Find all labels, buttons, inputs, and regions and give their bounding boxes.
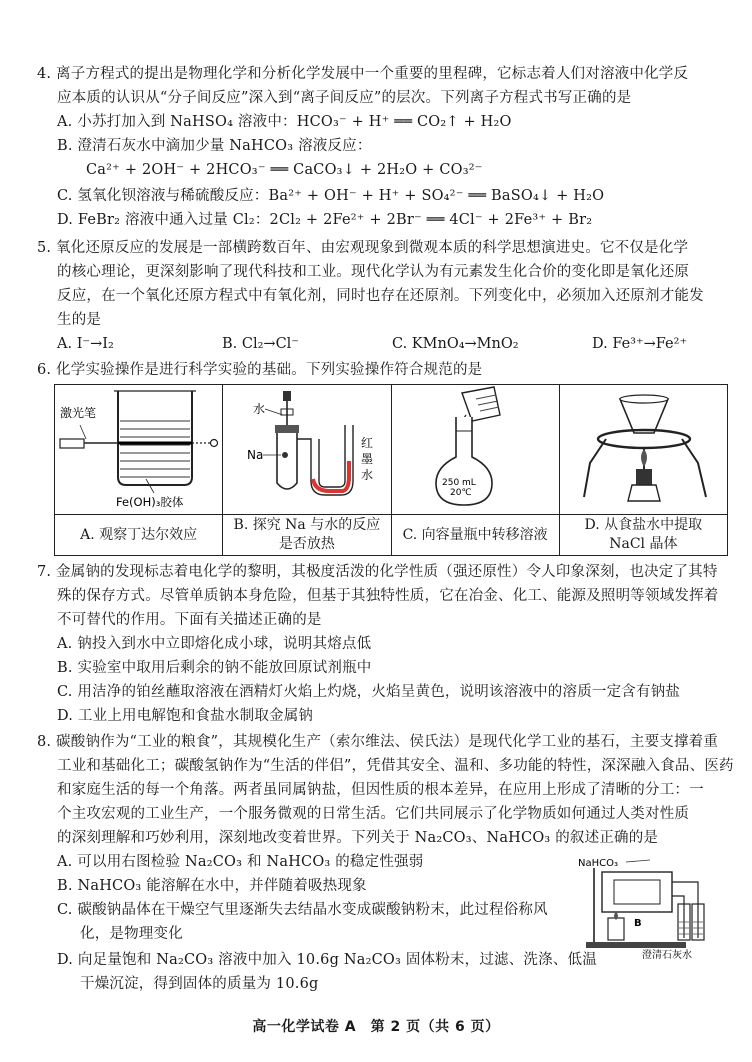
q7-option-c: C. 用洁净的铂丝蘸取溶液在酒精灯火焰上灼烧，火焰呈黄色，说明该溶液中的溶质一定含有钠盐 <box>57 684 681 700</box>
q8-option-c: C. 碳酸钠晶体在干燥空气里逐渐失去结晶水变成碳酸钠粉末，此过程俗称风 <box>57 902 548 918</box>
q6-caption-c-text: C. 向容量瓶中转移溶液 <box>402 526 548 543</box>
laser-pen-icon <box>60 439 84 448</box>
q5-option-b: B. Cl₂→Cl⁻ <box>222 336 299 352</box>
q8-stem-line1: 8. 碳酸钠作为“工业的粮食”，其规模化生产（索尔维法、侯氏法）是现代化学工业的基石，主要支撑着重 <box>37 734 719 750</box>
q4-option-b-equation: Ca²⁺ + 2OH⁻ + 2HCO₃⁻ ══ CaCO₃↓ + 2H₂O + CO₃²⁻ <box>86 162 483 178</box>
q6-caption-a <box>55 515 223 556</box>
q6-figure-b <box>223 385 391 515</box>
label-water: 水 <box>252 402 265 416</box>
q7-option-b: B. 实验室中取用后剩余的钠不能放回原试剂瓶中 <box>57 660 372 676</box>
tyndall-apparatus-diagram <box>56 385 222 510</box>
label-red-ink-2: 墨 <box>360 452 373 466</box>
q7-option-a: A. 钠投入到水中立即熔化成小球，说明其熔点低 <box>57 636 372 652</box>
label-flask-temp: 20℃ <box>450 488 472 498</box>
q5-stem-line3: 反应，在一个氧化还原方程式中有氧化剂，同时也存在还原剂。下列变化中，必须加入还原剂才能发 <box>57 288 704 304</box>
q5-option-d: D. Fe³⁺→Fe²⁺ <box>592 336 688 352</box>
label-lime-water: 澄清石灰水 <box>642 950 692 961</box>
q8-stem-line2: 工业和基础化工；碳酸氢钠作为“生活的伴侣”，凭借其安全、温和、多功能的特性，深深融入食品、医药 <box>57 758 734 774</box>
page-footer: 高一化学试卷 A 第 2 页（共 6 页） <box>252 1019 500 1035</box>
q5-stem-line4: 生的是 <box>57 312 102 328</box>
q4-stem-line2: 应本质的认识从“分子间反应”深入到“离子间反应”的层次。下列离子方程式书写正确的是 <box>57 90 632 106</box>
q8-stem-line5: 的深刻理解和巧妙利用，深刻地改变着世界。下列关于 Na₂CO₃、NaHCO₃ 的叙述正确的是 <box>57 830 659 846</box>
q7-stem-line1: 7. 金属钠的发现标志着电化学的黎明，其极度活泼的化学性质（强还原性）令人印象深刻，也决定了其特 <box>37 564 718 580</box>
q7-stem-line2: 殊的保存方式。尽管单质钠本身危险，但基于其独特性质，它在冶金、化工、能源及照明等领域发挥着 <box>57 588 719 604</box>
q6-caption-b <box>223 515 391 556</box>
label-laser-pen: 激光笔 <box>59 406 96 420</box>
q6-stem: 6. 化学实验操作是进行科学实验的基础。下列实验操作符合规范的是 <box>37 362 483 378</box>
q6-caption-d-line2: NaCl 晶体 <box>609 536 678 552</box>
q5-stem-line1: 5. 氧化还原反应的发展是一部横跨数百年、由宏观现象到微观本质的科学思想演进史。它不仅是化学 <box>37 240 689 256</box>
volumetric-flask-diagram <box>392 385 558 510</box>
q8-stem-line3: 和家庭生活的每一个角落。两者虽同属钠盐，但因性质的根本差异，在应用上形成了清晰的分工：一 <box>57 782 704 798</box>
q6-experiment-table <box>54 384 728 556</box>
q6-caption-a-text: A. 观察丁达尔效应 <box>80 526 198 543</box>
q5-option-c: C. KMnO₄→MnO₂ <box>392 336 519 352</box>
sodium-water-apparatus-diagram <box>225 385 389 510</box>
q8-option-b: B. NaHCO₃ 能溶解在水中，并伴随着吸热现象 <box>57 878 367 894</box>
q6-figure-a <box>55 385 223 515</box>
q8-option-c-cont: 化，是物理变化 <box>80 926 183 942</box>
q5-stem-line2: 的核心理论，更深刻影响了现代科技和工业。现代化学认为有元素发生化合价的变化即是氧化还原 <box>57 264 690 280</box>
q7-stem-line3: 不可替代的作用。下面有关描述正确的是 <box>57 612 322 628</box>
q4-option-a: A. 小苏打加入到 NaHSO₄ 溶液中：HCO₃⁻ + H⁺ ══ CO₂↑ + H₂O <box>57 114 512 130</box>
q6-figure-c <box>391 385 559 515</box>
q6-caption-c <box>391 515 559 556</box>
label-colloid: Fe(OH)₃胶体 <box>115 495 183 509</box>
q6-caption-d <box>559 515 727 556</box>
q4-option-c: C. 氢氧化钡溶液与稀硫酸反应：Ba²⁺ + OH⁻ + H⁺ + SO₄²⁻ ══ BaSO₄↓ + H₂O <box>57 188 605 204</box>
q4-option-b: B. 澄清石灰水中滴加少量 NaHCO₃ 溶液反应： <box>57 138 372 154</box>
q8-stem-line4: 个主攻宏观的工业生产，一个服务微观的日常生活。它们共同展示了化学物质如何通过人类对性质 <box>57 806 690 822</box>
q6-figure-d <box>559 385 727 515</box>
q6-caption-b-line1: B. 探究 Na 与水的反应 <box>233 517 381 533</box>
q4-stem-line1: 4. 离子方程式的提出是物理化学和分析化学发展中一个重要的里程碑，它标志着人们对溶液中化学反 <box>37 66 689 82</box>
q8-option-a: A. 可以用右图检验 Na₂CO₃ 和 NaHCO₃ 的稳定性强弱 <box>57 854 424 870</box>
label-red-ink-3: 水 <box>360 468 373 482</box>
q8-option-d-cont: 干燥沉淀，得到固体的质量为 10.6g <box>80 976 319 992</box>
q5-option-a: A. I⁻→I₂ <box>57 336 114 352</box>
q4-option-d: D. FeBr₂ 溶液中通入过量 Cl₂：2Cl₂ + 2Fe²⁺ + 2Br⁻ ══ 4Cl⁻ + 2Fe³⁺ + Br₂ <box>57 212 593 228</box>
label-b: B <box>634 918 642 929</box>
label-red-ink-1: 红 <box>360 436 373 450</box>
label-nahco3: NaHCO₃ <box>578 858 618 869</box>
q6-caption-d-line1: D. 从食盐水中提取 <box>584 517 703 533</box>
q8-stability-apparatus-diagram <box>574 852 724 962</box>
label-flask-volume: 250 mL <box>442 478 476 488</box>
q6-caption-b-line2: 是否放热 <box>278 536 335 552</box>
q7-option-d: D. 工业上用电解饱和食盐水制取金属钠 <box>57 708 314 724</box>
q8-option-d: D. 向足量饱和 Na₂CO₃ 溶液中加入 10.6g Na₂CO₃ 固体粉末，过滤、洗涤、低温 <box>57 952 597 968</box>
evaporation-apparatus-diagram <box>560 385 728 510</box>
label-na: Na <box>246 448 264 462</box>
